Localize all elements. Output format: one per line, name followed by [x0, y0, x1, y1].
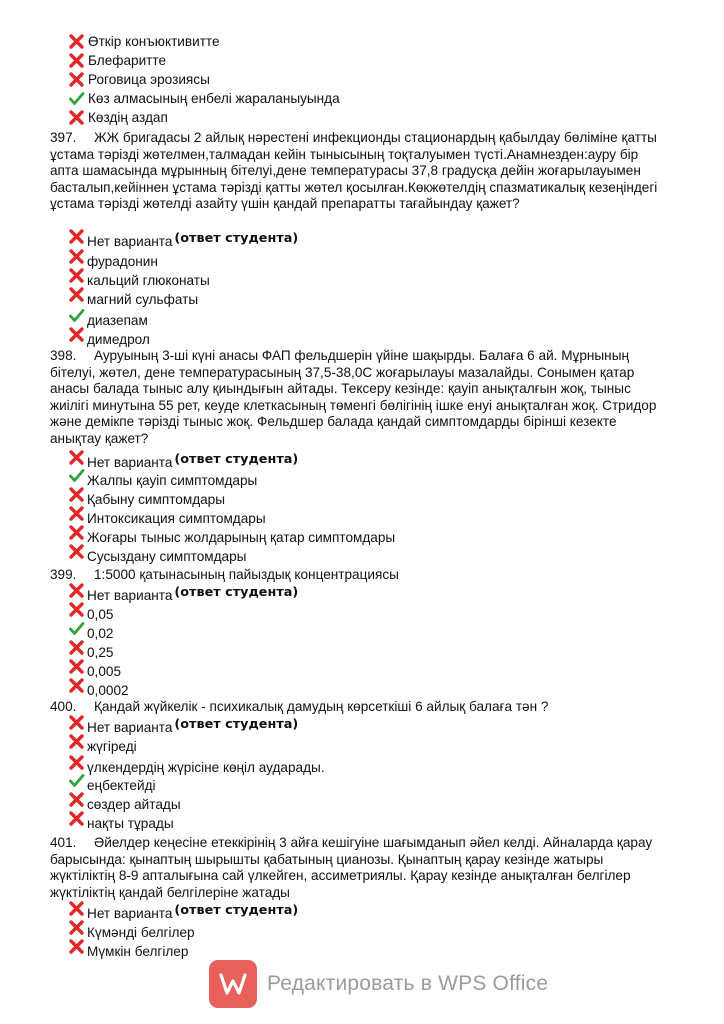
option-text: Жалпы қауіп симптомдары — [87, 473, 258, 488]
red-x-icon — [68, 938, 85, 955]
option-text: Өткір конъюктивитте — [88, 34, 220, 49]
option-text: Нет варианта — [87, 455, 173, 470]
question-number: 397. — [50, 130, 77, 145]
red-x-icon — [68, 505, 85, 522]
option-text: диазепам — [87, 313, 148, 328]
red-x-icon — [68, 543, 85, 560]
answer-option — [68, 758, 325, 777]
red-x-icon — [68, 733, 85, 750]
student-answer-tag: (ответ студента) — [174, 585, 299, 600]
option-text: жүгіреді — [87, 739, 137, 754]
option-text: Нет варианта — [87, 720, 173, 735]
question-text: Әйелдер кеңесіне етеккірінің 3 айға кешігуіне шағымданып әйел келді. Айналарда қарау барысында: қынаптың шырышты қабатының цианозы. Қынаптың қарау кезінде жатыры жүктіліктің 8-9 апталығына сай үлкейген, ассиметриялы. Қарау кезінде анықталған белгілер жүктіліктің қандай белгілеріне жатады — [50, 835, 653, 900]
option-text: Нет варианта — [87, 588, 173, 603]
answer-option — [68, 290, 198, 309]
answer-option — [68, 681, 129, 700]
red-x-icon — [68, 582, 85, 599]
option-text: фурадонин — [87, 254, 158, 269]
red-x-icon — [68, 714, 85, 731]
student-answer-tag: (ответ студента) — [174, 903, 299, 918]
option-text: Блефаритте — [88, 53, 167, 68]
red-x-icon — [68, 754, 85, 771]
answer-option — [68, 814, 174, 833]
question-400 — [50, 699, 670, 716]
question-number: 399. — [50, 567, 77, 582]
answer-option — [68, 904, 298, 923]
question-number: 398. — [50, 348, 77, 363]
red-x-icon — [68, 286, 85, 303]
option-text: Роговица эрозиясы — [88, 72, 210, 87]
red-x-icon — [68, 449, 85, 466]
question-text: Ауруының 3-ші күні анасы ФАП фельдшерін үйіне шақырды. Балаға 6 ай. Мұрнының бітелуі, жөтел, дене температурасының 37,5-38,0С жоғарылауы мазалайды. Сонымен қатар анасы балада тыныс алу қиындығын айтады. Тексеру кезінде: қауіп анықталғын жоқ, тыныс жиілігі минутына 55 рет, кеуде клеткасының төменгі бөлігінің ішке енуі анықталған жоқ. Стридор және демікпе тәрізді тыныс жоқ. Фельдшер балада қандай симптомдарды бірінші кезекте анықтау қажет? — [50, 348, 657, 446]
option-text: Жоғары тыныс жолдарының қатар симптомдары — [87, 530, 396, 545]
option-text: 0,0002 — [87, 683, 129, 698]
red-x-icon — [68, 228, 85, 245]
student-answer-tag: (ответ студента) — [174, 717, 299, 732]
option-text: магний сульфаты — [87, 292, 199, 307]
option-text: Сусыздану симптомдары — [87, 549, 247, 564]
question-text: ЖЖ бригадасы 2 айлық нәрестені инфекционды стационардың қабылдау бөлiмiне қатты ұстама тәрізді жөтелмен,талмадан кейін тынысының тоқталуымен түсті.Анамнезден:ауру бір апта шамасында мұрынның бітелуі,дене температурасы 37,8 градусқа дейін жоғарылауымен басталып,кейіннен ұстама тәрізді қатты жөтел қосылған.Көкжөтелдің спазматикалық кезеңіндегі ұстама тәрізді жөтелді азайту үшін қандай препаратты тағайындау қажет? — [50, 130, 658, 212]
question-398 — [50, 348, 670, 448]
wps-logo-icon — [209, 960, 257, 1008]
option-text: нақты тұрады — [87, 816, 174, 831]
red-x-icon — [68, 486, 85, 503]
answer-option — [68, 271, 210, 290]
option-text: 0,25 — [87, 645, 114, 660]
answer-option — [68, 232, 298, 251]
red-x-icon — [68, 639, 85, 656]
wps-edit-button[interactable] — [209, 960, 548, 1008]
option-text: 0,005 — [87, 664, 122, 679]
answer-option — [68, 471, 257, 490]
red-x-icon — [68, 601, 85, 618]
red-x-icon — [68, 71, 85, 88]
option-text: Нет варианта — [87, 906, 173, 921]
answer-option — [68, 453, 298, 472]
option-text: кальций глюконаты — [87, 273, 210, 288]
wps-logo-glyph — [218, 969, 248, 999]
question-text: Қандай жүйкелік - психикалық дамудың көрсеткіші 6 айлық балаға тән ? — [94, 699, 549, 714]
option-text: сөздер айтады — [87, 797, 181, 812]
question-397 — [50, 130, 670, 213]
question-399 — [50, 567, 670, 584]
green-check-icon — [68, 90, 85, 107]
green-check-icon — [68, 772, 85, 789]
answer-option — [68, 718, 298, 737]
green-check-icon — [68, 620, 85, 637]
red-x-icon — [68, 524, 85, 541]
answer-option — [68, 51, 166, 70]
red-x-icon — [68, 919, 85, 936]
question-401 — [50, 835, 670, 901]
answer-option — [68, 942, 188, 961]
answer-option — [68, 547, 246, 566]
red-x-icon — [68, 810, 85, 827]
green-check-icon — [68, 307, 85, 324]
answer-option — [68, 330, 150, 349]
question-number: 400. — [50, 699, 77, 714]
red-x-icon — [68, 109, 85, 126]
option-text: Қабыну симптомдары — [87, 492, 226, 507]
red-x-icon — [68, 326, 85, 343]
student-answer-tag: (ответ студента) — [174, 452, 299, 467]
wps-edit-label: Редактировать в WPS Office — [267, 972, 549, 995]
option-text: Көздің аздап — [88, 110, 168, 125]
option-text: еңбектейді — [87, 778, 156, 793]
option-text: үлкендердің жүрісіне көңіл аударады. — [87, 760, 325, 775]
red-x-icon — [68, 677, 85, 694]
answer-option — [68, 108, 168, 127]
green-check-icon — [68, 467, 85, 484]
answer-option — [68, 586, 298, 605]
answer-option — [68, 528, 395, 547]
question-number: 401. — [50, 835, 77, 850]
answer-option — [68, 923, 195, 942]
option-text: Мүмкін белгілер — [87, 944, 189, 959]
option-text: димедрол — [87, 332, 150, 347]
red-x-icon — [68, 658, 85, 675]
answer-option — [68, 32, 220, 51]
option-text: Интоксикация симптомдары — [87, 511, 266, 526]
student-answer-tag: (ответ студента) — [174, 231, 299, 246]
question-text: 1:5000 қатынасының пайыздық концентрациясы — [94, 567, 399, 582]
answer-option — [68, 509, 266, 528]
red-x-icon — [68, 900, 85, 917]
option-text: Нет варианта — [87, 234, 173, 249]
answer-option — [68, 70, 210, 89]
answer-option — [68, 89, 340, 108]
answer-option — [68, 490, 225, 509]
red-x-icon — [68, 52, 85, 69]
red-x-icon — [68, 791, 85, 808]
option-text: 0,02 — [87, 626, 114, 641]
option-text: Күмәнді белгілер — [87, 925, 195, 940]
option-text: 0,05 — [87, 607, 114, 622]
option-text: Көз алмасының енбелі жараланыуында — [88, 91, 340, 106]
red-x-icon — [68, 248, 85, 265]
red-x-icon — [68, 33, 85, 50]
red-x-icon — [68, 267, 85, 284]
